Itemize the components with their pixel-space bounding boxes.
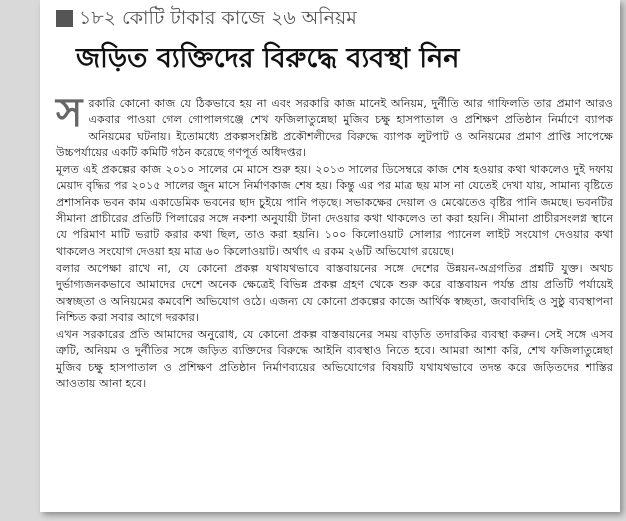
paragraph-2: মূলত এই প্রকল্পের কাজ ২০১০ সালের মে মাসে শুরু হয়। ২০১৩ সালের ডিসেম্বরে কাজ শেষ হওয়ার কথা থাকলেও দুই দফায় মেয়াদ বৃদ্ধির পর ২০১৫ সালের জুন মাসে নির্মাণকাজ শেষ হয়। কিন্তু এর পর মাত্র ছয় মাস না যেতেই দেখা যায়, সামান্য বৃষ্টিতে প্রশাসনিক ভবন কাম একাডেমিক ভবনের ছাদ চুইয়ে পানি পড়ছে। সভাকক্ষের দেয়াল ও মেঝেতেও বৃষ্টির পানি জমছে। ভবনটির সীমানা প্রাচীরের প্রতিটি পিলারের সঙ্গে নকশা অনুযায়ী টানা দেওয়ার কথা থাকলেও তা করা হয়নি। সীমানা প্রাচীরসংলগ্ন স্থানে যে পরিমাণ মাটি ভরাট করার কথা ছিল, তাও করা হয়নি। ১০০ কিলোওয়াট সোলার প্যানেল লাইট সংযোগ দেওয়ার কথা থাকলেও সংযোগ দেওয়া হয় মাত্র ৬০ কিলোওয়াট। অর্থাৎ এ রকম ২৬টি অভিযোগ রয়েছে। <box>56 163 613 258</box>
article-body <box>56 90 613 393</box>
paragraph-3: বলার অপেক্ষা রাখে না, যে কোনো প্রকল্প যথাযথভাবে বাস্তবায়নের সঙ্গে দেশের উন্নয়ন-অগ্রগতির প্রশ্নটি যুক্ত। অথচ দুর্ভাগ্যজনকভাবে আমাদের দেশে অনেক ক্ষেত্রেই বিভিন্ন প্রকল্প গ্রহণ থেকে শুরু করে বাস্তবায়ন পর্যন্ত প্রায় প্রতিটি পর্যায়েই অস্বচ্ছতা ও অনিয়মের কমবেশি অভিযোগ ওঠে। এজন্য যে কোনো প্রকল্পের কাজে আর্থিক স্বচ্ছতা, জবাবদিহি ও সুষ্ঠু ব্যবস্থাপনা নিশ্চিত করা সবার আগে দরকার। <box>56 261 613 324</box>
kicker <box>56 6 357 30</box>
bullet-square-icon <box>56 10 73 27</box>
paragraph-1-text: রকারি কোনো কাজ যে ঠিকভাবে হয় না এবং সরকারি কাজ মানেই অনিয়ম, দুর্নীতি আর গাফিলতি তার প্রমাণ আরও একবার পাওয়া গেল গোপালগঞ্জে শেখ ফজিলাতুন্নেছা মুজিব চক্ষু হাসপাতাল ও প্রশিক্ষণ প্রতিষ্ঠান নির্মাণে ব্যাপক অনিয়মের ঘটনায়। ইতোমধ্যে প্রকল্পসংশ্লিষ্ট প্রকৌশলীদের বিরুদ্ধে ব্যাপক লুটপাট ও অনিয়মের প্রমাণ প্রাপ্তি সাপেক্ষে উচ্চপর্যায়ের একটি কমিটি গঠন করেছে গণপূর্ত অধিদপ্তর। <box>56 97 613 159</box>
headline: জড়িত ব্যক্তিদের বিরুদ্ধে ব্যবস্থা নিন <box>76 43 460 74</box>
kicker-text: ১৮২ কোটি টাকার কাজে ২৬ অনিয়ম <box>79 7 357 29</box>
paragraph-4: এখন সরকারের প্রতি আমাদের অনুরোধ, যে কোনো প্রকল্প বাস্তবায়নের সময় বাড়তি তদারকির ব্যবস্থা করুন। সেই সঙ্গে এসব ত্রুটি, অনিয়ম ও দুর্নীতির সঙ্গে জড়িত ব্যক্তিদের বিরুদ্ধে আইনি ব্যবস্থাও নিতে হবে। আমরা আশা করি, শেখ ফজিলাতুন্নেছা মুজিব চক্ষু হাসপাতাল ও প্রশিক্ষণ প্রতিষ্ঠান নির্মাণব্যয়ের অভিযোগের বিষয়টি যথাযথভাবে তদন্ত করে জড়িতদের শাস্তির আওতায় আনা হবে। <box>56 328 613 391</box>
newspaper-clipping <box>40 0 620 512</box>
drop-cap: স <box>56 90 83 136</box>
paragraph-1 <box>56 90 613 161</box>
